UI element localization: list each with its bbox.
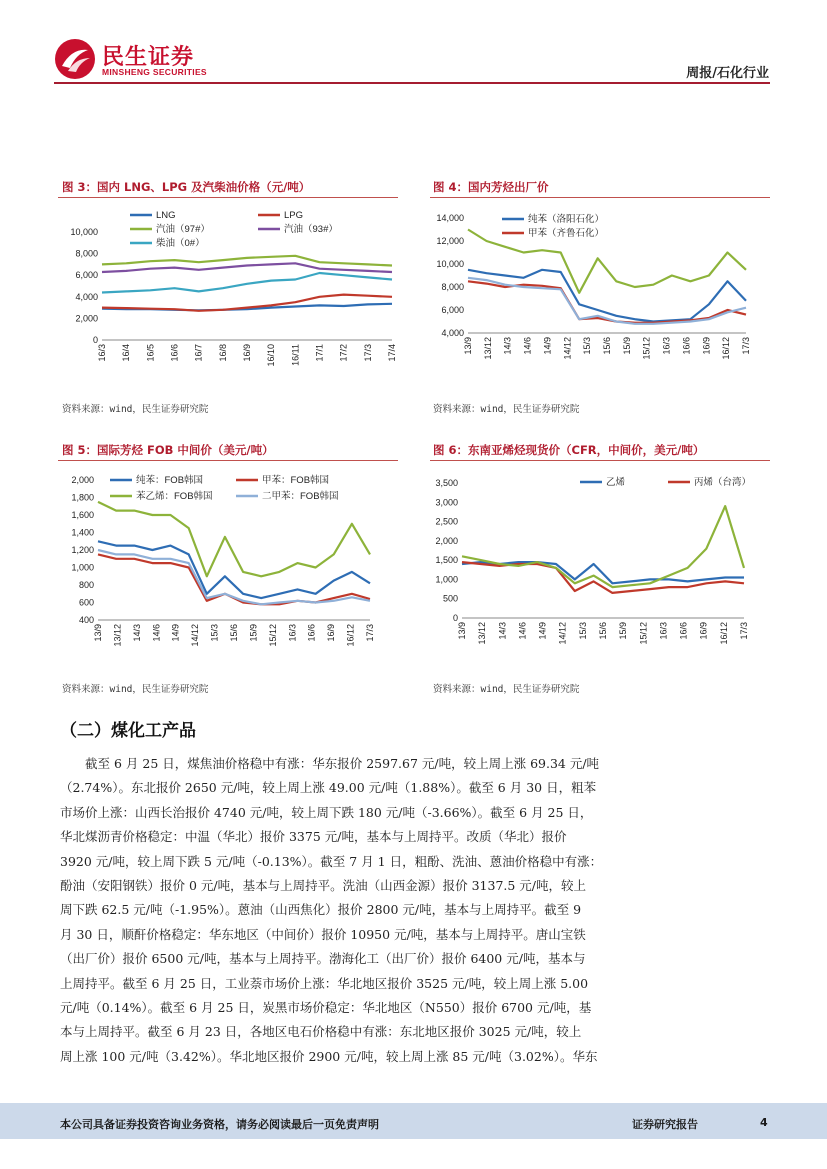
paragraph-line: 酚油（安阳钢铁）报价 0 元/吨，基本与上周持平。洗油（山西金源）报价 3137.5 元/吨，较上	[60, 878, 587, 894]
y-tick-label: 3,500	[435, 478, 458, 488]
legend-label: 甲苯（齐鲁石化）	[528, 228, 605, 239]
y-tick-label: 12,000	[436, 236, 464, 246]
y-tick-label: 8,000	[75, 248, 98, 259]
figure-3-title: 图 3：国内 LNG、LPG 及汽柴油价格（元/吨）	[62, 180, 311, 194]
x-tick-label: 16/12	[721, 337, 732, 360]
paragraph-line: 上周持平。截至 6 月 25 日，工业萘市场价上涨：华北地区报价 3525 元/吨，较上周上涨 5.00	[60, 975, 589, 991]
x-tick-label: 16/4	[121, 344, 132, 362]
x-tick-label: 14/6	[517, 622, 528, 640]
series-line	[462, 562, 744, 593]
paragraph-line: 市场价上涨：山西长治报价 4740 元/吨，较上周下跌 180 元/吨（-3.66%）。截至 6 月 25 日，	[60, 804, 593, 820]
footer-report-label: 证券研究报告	[632, 1118, 698, 1131]
legend-label: 乙烯	[606, 477, 626, 488]
x-tick-label: 16/3	[97, 344, 107, 362]
x-tick-label: 16/5	[145, 344, 156, 362]
y-tick-label: 6,000	[75, 270, 98, 281]
x-tick-label: 17/3	[365, 624, 375, 642]
y-tick-label: 2,000	[435, 535, 458, 546]
x-tick-label: 15/12	[638, 622, 649, 645]
y-tick-label: 2,000	[71, 475, 94, 485]
legend-label: LPG	[284, 210, 304, 221]
y-tick-label: 400	[78, 615, 94, 625]
x-tick-label: 16/12	[718, 622, 729, 645]
x-tick-label: 15/3	[209, 624, 220, 642]
y-tick-label: 1,000	[435, 574, 458, 585]
y-tick-label: 1,200	[71, 545, 94, 555]
x-tick-label: 16/3	[658, 622, 669, 640]
footer-page-number: 4	[760, 1116, 768, 1129]
logo-chinese: 民生证券	[102, 45, 195, 70]
x-tick-label: 15/3	[582, 337, 593, 355]
legend-label: 苯乙烯：FOB韩国	[136, 491, 213, 502]
figure-4-source: 资料来源：wind，民生证券研究院	[433, 404, 580, 415]
x-tick-label: 13/12	[477, 622, 488, 645]
x-tick-label: 13/12	[482, 337, 493, 360]
paragraph-line: 月 30 日，顺酐价格稳定：华东地区（中间价）报价 10950 元/吨，基本与上周持平。唐山宝铁	[60, 926, 586, 942]
x-tick-label: 15/12	[267, 624, 278, 647]
x-tick-label: 15/9	[618, 622, 629, 640]
x-tick-label: 15/9	[248, 624, 259, 642]
paragraph-line: （2.74%）。东北报价 2650 元/吨，较上周上涨 49.00 元/吨（1.88%）。截至 6 月 30 日，粗苯	[60, 780, 597, 796]
x-tick-label: 16/12	[345, 624, 356, 647]
x-tick-label: 17/3	[741, 337, 751, 355]
x-tick-label: 14/9	[170, 624, 181, 642]
x-tick-label: 16/6	[681, 337, 692, 355]
y-tick-label: 3,000	[435, 497, 458, 508]
x-tick-label: 14/12	[562, 337, 573, 360]
legend-label: 纯苯（洛阳石化）	[528, 214, 605, 225]
legend-label: 汽油（93#）	[284, 224, 338, 235]
section-title: （二）煤化工产品	[60, 721, 196, 741]
figure-6-title: 图 6：东南亚烯烃现货价（CFR，中间价，美元/吨）	[433, 443, 705, 457]
series-line	[102, 256, 392, 266]
x-tick-label: 14/3	[497, 622, 508, 640]
x-tick-label: 15/3	[577, 622, 588, 640]
figure-6-source: 资料来源：wind，民生证券研究院	[433, 684, 580, 695]
y-tick-label: 1,600	[71, 510, 94, 520]
x-tick-label: 15/6	[229, 624, 239, 642]
figure-4-divider	[430, 197, 770, 198]
paragraph-line: 3920 元/吨，较上周下跌 5 元/吨（-0.13%）。截至 7 月 1 日，粗酚、洗油、蒽油价格稳中有涨：	[60, 853, 603, 869]
x-tick-label: 13/9	[93, 624, 103, 642]
y-tick-label: 14,000	[436, 213, 464, 223]
x-tick-label: 15/6	[602, 337, 612, 355]
x-tick-label: 16/9	[701, 337, 712, 355]
series-line	[468, 230, 746, 293]
x-tick-label: 15/12	[641, 337, 652, 360]
figure-6-divider	[430, 460, 770, 461]
x-tick-label: 13/12	[112, 624, 123, 647]
figure-5-source: 资料来源：wind，民生证券研究院	[62, 684, 209, 695]
y-tick-label: 1,000	[71, 562, 94, 573]
legend-label: LNG	[156, 210, 176, 221]
header-divider	[54, 82, 770, 84]
y-tick-label: 4,000	[441, 328, 464, 338]
x-tick-label: 16/3	[287, 624, 298, 642]
figure-5-divider	[58, 460, 398, 461]
x-tick-label: 14/3	[131, 624, 142, 642]
minsheng-logo-icon	[54, 38, 96, 80]
series-line	[102, 295, 392, 311]
y-tick-label: 10,000	[70, 227, 98, 237]
y-tick-label: 600	[78, 597, 94, 608]
series-line	[98, 502, 370, 576]
paragraph-line: 周上涨 100 元/吨（3.42%）。华北地区报价 2900 元/吨，较上周上涨 85 元/吨（3.02%）。华东	[60, 1048, 598, 1064]
x-tick-label: 16/9	[698, 622, 709, 640]
legend-label: 纯苯：FOB韩国	[136, 475, 204, 486]
header	[0, 0, 827, 90]
y-tick-label: 1,400	[71, 527, 94, 538]
y-tick-label: 0	[92, 335, 98, 345]
y-tick-label: 800	[78, 580, 94, 590]
x-tick-label: 17/1	[314, 344, 325, 362]
x-tick-label: 16/11	[290, 344, 301, 366]
figure-5-chart	[58, 465, 403, 665]
paragraph-line: 华北煤沥青价格稳定：中温（华北）报价 3375 元/吨，基本与上周持平。改质（华北）报价	[60, 829, 567, 845]
x-tick-label: 16/9	[326, 624, 337, 642]
x-tick-label: 15/6	[598, 622, 608, 640]
x-tick-label: 16/8	[217, 344, 228, 362]
x-tick-label: 16/10	[266, 344, 277, 367]
x-tick-label: 14/3	[502, 337, 513, 355]
x-tick-label: 14/9	[542, 337, 553, 355]
series-line	[98, 541, 370, 598]
y-tick-label: 0	[452, 613, 458, 623]
figure-5-title: 图 5：国际芳烃 FOB 中间价（美元/吨）	[62, 443, 274, 457]
y-tick-label: 10,000	[436, 259, 464, 269]
y-tick-label: 6,000	[441, 305, 464, 315]
y-tick-label: 1,800	[71, 492, 94, 503]
y-tick-label: 2,000	[75, 313, 98, 324]
y-tick-label: 500	[442, 593, 458, 604]
legend-label: 甲苯：FOB韩国	[262, 475, 330, 486]
x-tick-label: 13/9	[463, 337, 473, 355]
figure-6-chart	[430, 465, 775, 665]
paragraph-line: 周下跌 62.5 元/吨（-1.95%）。蒽油（山西焦化）报价 2800 元/吨，基本与上周持平。截至 9	[60, 902, 582, 918]
x-tick-label: 14/6	[522, 337, 533, 355]
y-tick-label: 1,500	[435, 555, 458, 566]
x-tick-label: 15/9	[621, 337, 632, 355]
x-tick-label: 16/6	[169, 344, 180, 362]
x-tick-label: 16/7	[193, 344, 204, 362]
figure-4-title: 图 4：国内芳烃出厂价	[433, 180, 549, 194]
legend-label: 汽油（97#）	[156, 224, 210, 235]
x-tick-label: 16/9	[242, 344, 252, 362]
legend-label: 二甲苯：FOB韩国	[262, 491, 339, 502]
series-line	[468, 281, 746, 322]
figure-3-source: 资料来源：wind，民生证券研究院	[62, 404, 209, 415]
logo-english: MINSHENG SECURITIES	[102, 67, 207, 77]
x-tick-label: 14/9	[537, 622, 548, 640]
section-paragraph	[60, 752, 620, 1069]
figure-3-divider	[58, 197, 398, 198]
footer-disclaimer: 本公司具备证券投资咨询业务资格，请务必阅读最后一页免责声明	[60, 1118, 379, 1131]
y-tick-label: 4,000	[75, 291, 98, 302]
figure-3-chart	[58, 202, 403, 382]
legend-label: 丙烯（台湾）	[694, 477, 752, 488]
x-tick-label: 17/2	[338, 344, 349, 362]
x-tick-label: 16/6	[678, 622, 689, 640]
paragraph-line: 本与上周持平。截至 6 月 23 日，各地区电石价格稳中有涨：东北地区报价 3025 元/吨，较上	[60, 1024, 582, 1040]
x-tick-label: 17/3	[362, 344, 373, 362]
paragraph-line: （出厂价）报价 6500 元/吨，基本与上周持平。渤海化工（出厂价）报价 6400 元/吨，基本与	[60, 951, 586, 967]
x-tick-label: 13/9	[457, 622, 467, 640]
series-line	[102, 273, 392, 293]
x-tick-label: 16/6	[306, 624, 317, 642]
x-tick-label: 14/6	[151, 624, 162, 642]
report-type: 周报/石化行业	[686, 66, 769, 81]
x-tick-label: 17/4	[387, 344, 397, 362]
paragraph-line: 元/吨（0.14%）。截至 6 月 25 日，炭黑市场价稳定：华北地区（N550）报价 6700 元/吨，基	[60, 1000, 592, 1016]
x-tick-label: 14/12	[557, 622, 568, 645]
figure-4-chart	[430, 202, 775, 382]
legend-label: 柴油（0#）	[156, 238, 205, 249]
x-tick-label: 14/12	[190, 624, 201, 647]
y-tick-label: 8,000	[441, 282, 464, 292]
paragraph-line: 截至 6 月 25 日，煤焦油价格稳中有涨：华东报价 2597.67 元/吨，较上周上涨 69.34 元/吨	[85, 756, 600, 771]
x-tick-label: 16/3	[661, 337, 672, 355]
series-line	[468, 278, 746, 324]
y-tick-label: 2,500	[435, 516, 458, 527]
x-tick-label: 17/3	[739, 622, 749, 640]
